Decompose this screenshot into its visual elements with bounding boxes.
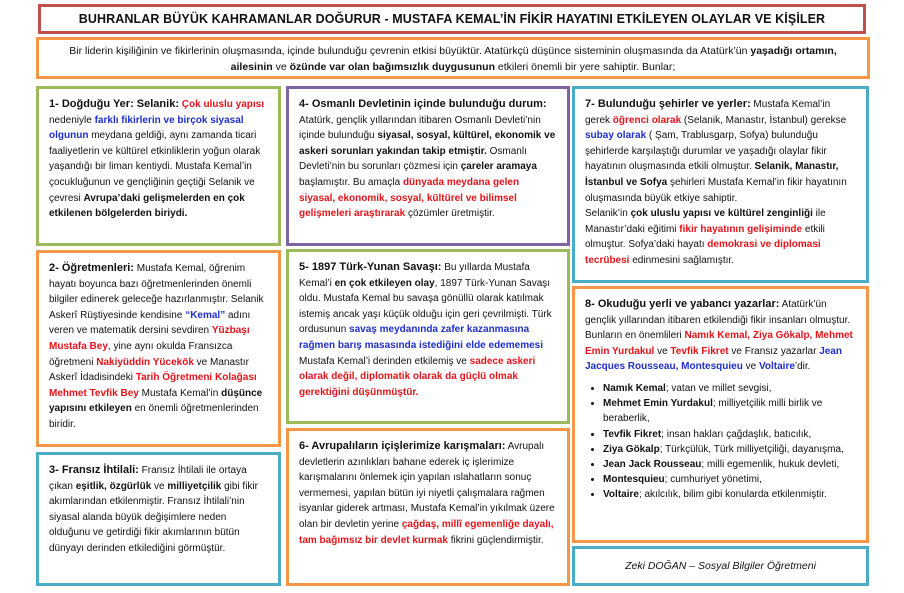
section-text: [49, 463, 268, 557]
section-text: [585, 97, 856, 206]
highlight-red: sadece askeri olarak değil, diplomatik olarak da güçlü olmak gerektiğini düşünmüştür.: [299, 355, 536, 398]
section-ottoman-state: [286, 86, 570, 246]
author-name: Tevfik Fikret: [603, 428, 662, 440]
text: , 1897 Türk-Yunan Savaşı oldu. Mustafa Kemal bu savaşa gönüllü olarak katılmak istemiş ancak yaşı küçük olduğu için geri çevrilmişti. Türk ordusunun: [299, 277, 552, 336]
section-heading: 4- Osmanlı Devletinin içinde bulunduğu durum:: [299, 98, 547, 110]
highlight-bold: Avrupa’daki gelişmelerden en çok etkilenen bölgelerden biriydi.: [49, 192, 245, 220]
section-text: [585, 206, 856, 268]
highlight-red: Çok uluslu yapısı: [181, 99, 265, 110]
section-birthplace: [36, 86, 281, 246]
text: , yine aynı okulda Fransızca öğretmeni: [49, 340, 233, 368]
author-name: Namık Kemal: [603, 382, 666, 394]
highlight-bold: eşitlik, özgürlük: [75, 480, 152, 492]
highlight-bold: düşünce yapısını etkileyen: [49, 387, 263, 415]
highlight-red: Tarih Öğretmeni Kolağası Mehmet Tevfik Bey: [49, 372, 257, 399]
text: Osmanlı Devleti’nin bu sorunları çözmesi için: [299, 145, 527, 173]
highlight-bold: siyasal, sosyal, kültürel, ekonomik ve askeri sorunları yakından takip etmiştir.: [299, 130, 556, 157]
text: ve Fransız yazarlar: [728, 345, 820, 357]
author-name: Mehmet Emin Yurdakul: [603, 398, 713, 410]
text: ve: [742, 361, 759, 373]
list-item: [603, 487, 856, 502]
highlight-red: Tevfik Fikret: [670, 345, 729, 357]
intro-text: ve: [272, 61, 290, 73]
section-european-intervention: [286, 428, 570, 586]
section-heading: 8- Okuduğu yerli ve yabancı yazarlar:: [585, 298, 780, 310]
signature: Zeki DOĞAN – Sosyal Bilgiler Öğretmeni: [625, 560, 816, 572]
section-authors: [572, 286, 869, 543]
highlight-red: Namık Kemal, Ziya Gökalp, Mehmet Emin Yurdakul: [585, 330, 853, 357]
text: Mustafa Kemal’i derinden etkilemiş ve: [299, 355, 470, 367]
author-desc: ; cumhuriyet yönetimi,: [664, 474, 762, 486]
page-title: [38, 4, 866, 34]
text: Atatürk, gençlik yıllarından itibaren Osmanlı Devleti’nin içinde bulunduğu: [299, 114, 541, 142]
section-text: [299, 439, 557, 548]
text: Fransız İhtilali ile ortaya çıkan: [49, 465, 247, 492]
highlight-red: Yüzbaşı Mustafa Bey: [49, 325, 250, 352]
intro-bold-2: ailesinin: [230, 61, 273, 73]
highlight-blue: subay olarak: [585, 130, 647, 142]
intro-text: Bir liderin kişiliğinin ve fikirlerinin oluşmasında, içinde bulunduğu çevrenin etkisi büyüktür. Atatürkçü düşünce sisteminin oluşmasında da Atatürk’ün: [69, 45, 751, 57]
highlight-blue: Jean Jacques Rousseau, Montesquieu: [585, 345, 842, 373]
author-desc: ; insan hakları çağdaşlık, batıcılık,: [661, 428, 812, 440]
highlight-bold: milliyetçilik: [167, 480, 222, 492]
text: meydana geldiği, aynı zamanda ticari faaliyetlerin ve kültürel etkinliklerin yoğun olarak yaşandığı bir liman kentiydi. Mustafa Kemal’in çocukluğunun ve gençliğinin geçtiği Selanik ve çevresi: [49, 130, 261, 204]
text: şehirleri Mustafa Kemal’in fikir hayatının oluşmasında büyük etkiye sahiptir.: [585, 176, 847, 204]
section-text: [49, 97, 268, 222]
highlight-bold: Selanik, Manastır, İstanbul ve Sofya: [585, 161, 839, 188]
signature-box: [572, 546, 869, 586]
title-text: BUHRANLAR BÜYÜK KAHRAMANLAR DOĞURUR - MUSTAFA KEMAL’İN FİKİR HAYATINI ETKİLEYEN OLAYLAR VE KİŞİLER: [78, 12, 826, 26]
highlight-blue: farklı fikirlerin ve birçok siyasal olgunun: [49, 114, 244, 142]
highlight-bold: çareler aramaya: [460, 161, 537, 173]
text: Atatürk’ün gençlik yıllarından itibaren etkilendiği fikir insanları olmuştur. Bunların en önemlileri: [585, 299, 851, 342]
author-list: [585, 381, 856, 503]
author-desc: ; milliyetçilik milli birlik ve beraberlik,: [603, 398, 823, 425]
highlight-red: fikir hayatının gelişiminde: [679, 223, 803, 235]
text: Mustafa Kemal, öğrenim hayatı boyunca bazı öğretmenlerinden önemli bilgiler edinerek geleceğe hazırlanmıştır. Selanik Askerî Rüştiyesinde kendisine: [49, 263, 264, 321]
text: çözümler üretmiştir.: [405, 208, 495, 220]
section-heading: 7- Bulunduğu şehirler ve yerler:: [585, 98, 751, 110]
highlight-bold: en çok etkileyen olay: [334, 277, 435, 289]
text: ( Şam, Trablusgarp, Sofya) bulunduğu şehirlerde karşılaştığı durumlar ve yaşadığı olaylar fikir hayatının oluşmasında etkili olmuştur.: [585, 130, 827, 173]
text: ve: [654, 345, 671, 357]
list-item: [603, 457, 856, 472]
section-1897-war: [286, 249, 570, 424]
section-heading: 5- 1897 Türk-Yunan Savaşı:: [299, 261, 442, 273]
text: başlamıştır. Bu amaçla: [299, 176, 403, 188]
highlight-red: Nakiyüddin Yücekök: [96, 356, 194, 368]
section-text: [299, 97, 557, 222]
author-name: Ziya Gökalp: [603, 443, 660, 455]
section-heading: 6- Avrupalıların içişlerimize karışmaları:: [299, 440, 506, 452]
list-item: [603, 472, 856, 487]
text: Avrupalı devletlerin azınlıkları bahane ederek iç işlerimize karışmalarını önlemek için yapılan ıslahatların sonuç vermemesi, yapılan bütün iyi niyetli çalışmalara rağmen isyanlar giderek artması, Mustafa Kemal’in yıkılmak üzere olan bir devletin yerine: [299, 441, 555, 530]
text: fikrini güçlendirmiştir.: [447, 534, 544, 546]
author-desc: ; vatan ve millet sevgisi,: [665, 382, 772, 394]
author-desc: ; akılcılık, bilim gibi konularda etkilenmiştir.: [638, 489, 827, 501]
text: Selanik’in: [585, 208, 631, 220]
text: edinmesini sağlamıştır.: [629, 254, 734, 266]
text: en önemli öğretmenlerinden biridir.: [49, 403, 259, 430]
list-item: [603, 427, 856, 442]
highlight-red: dünyada meydana gelen siyasal, ekonomik, sosyal, kültürel ve bilimsel gelişmeleri araştırarak: [299, 176, 520, 220]
author-desc: ; Türkçülük, Türk milliyetçiliği, dayanışma,: [659, 443, 844, 455]
text: ve: [151, 480, 168, 492]
author-name: Voltaire: [603, 489, 639, 501]
author-desc: ; milli egemenlik, hukuk devleti,: [701, 458, 840, 470]
section-heading: 3- Fransız İhtilali:: [49, 464, 139, 476]
highlight-blue: “Kemal”: [185, 309, 226, 321]
text: (Selanik, Manastır, İstanbul) gerekse: [681, 114, 847, 126]
author-name: Montesquieu: [603, 474, 665, 486]
text: Mustafa Kemal’in: [138, 387, 222, 399]
text: adını veren ve matematik dersini sevdiren: [49, 309, 251, 337]
list-item: [603, 442, 856, 457]
intro-text: etkileri önemli bir yere sahiptir. Bunlar;: [494, 61, 676, 73]
section-text: [49, 261, 268, 433]
list-item: [603, 381, 856, 396]
intro-bold-3: özünde var olan bağımsızlık duygusunun: [289, 61, 495, 73]
text: ve Manastır Askerî İdadisindeki: [49, 356, 249, 384]
author-name: Jean Jack Rousseau: [603, 458, 702, 470]
highlight-red: öğrenci olarak: [612, 114, 682, 126]
text: Bu yıllarda Mustafa Kemal’i: [299, 262, 530, 289]
section-teachers: [36, 250, 281, 447]
text: nedeniyle: [49, 114, 95, 126]
section-heading: 2- Öğretmenleri:: [49, 262, 134, 274]
highlight-bold: çok uluslu yapısı ve kültürel zenginliği: [630, 208, 813, 220]
section-heading: 1- Doğduğu Yer: Selanik:: [49, 98, 179, 110]
list-item: [603, 396, 856, 426]
highlight-blue: Voltaire: [758, 361, 795, 373]
text: gibi fikir akımlarından etkilenmiştir. Fransız İhtilali’nin siyasal alanda büyük değişimlere neden olduğunu ve getirdiği fikir akımlarının bütün dünyayı derinden etkilediğini görmüştür.: [49, 480, 258, 554]
section-text: [299, 260, 557, 400]
highlight-red: demokrasi ve diplomasi tecrübesi: [585, 239, 821, 266]
section-cities: [572, 86, 869, 283]
intro-bold-1: yaşadığı ortamın,: [750, 45, 837, 57]
section-text: [585, 297, 856, 375]
text: Mustafa Kemal’in gerek: [585, 99, 831, 126]
highlight-blue: savaş meydanında zafer kazanmasına rağmen barış masasında istediğini elde edememesi: [299, 324, 543, 351]
highlight-red: çağdaş, millî egemenliğe dayalı, tam bağımsız bir devlet kurmak: [299, 518, 554, 546]
text: ile Manastır’daki eğitimi: [585, 208, 826, 235]
text: ’dir.: [794, 361, 811, 373]
intro-box: [36, 37, 870, 79]
text: etkili olmuştur. Sofya’daki hayatı: [585, 223, 825, 251]
section-french-revolution: [36, 452, 281, 586]
